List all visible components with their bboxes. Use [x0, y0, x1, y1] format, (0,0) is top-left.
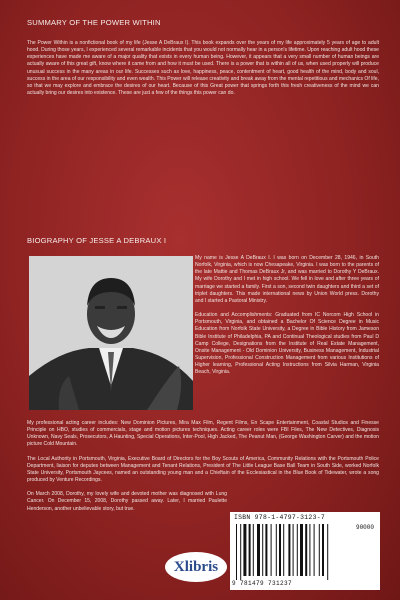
bio-paragraph: The Local Authority in Portsmouth, Virginia, Executive Board of Directors for the Boy Scouts of America, Community Relations with the Portsmouth Police Department, liaison for deputes between Management and Tenant Relations, President of The Little League Base Ball Team in South Side, worked Norfolk State University, Portsmouth Jaycees, named an outstanding young man and a Chieftain of the Ecclesiastical in the Blue Book of Tidewater, wrote a song produced by Venture Recordings. — [27, 455, 379, 484]
isbn-label: ISBN 978-1-4797-3123-7 — [234, 514, 325, 521]
price-code: 90000 — [355, 524, 374, 531]
summary-heading: SUMMARY OF THE POWER WITHIN — [27, 18, 161, 27]
summary-text: The Power Within is a nonfictional book of my life (Jesse A DeBraux I). This book expands over the years of my life approximately 5 years of age to adult hood. During those years, I experienced several remarkable incidents that you would not normally hear in a person's lifetime. Upon reaching adult hood these experiences have made me aware of a major quality that exists in every human being. However, it appears that a very small number of human beings are actually aware of this great gift, know where it came from and how it must be used. There is a power that is within all of us, when used properly will produce unusual success in the many areas in our life. Successes such as love, happiness, peace, contentment of heart, good health of the mind, body and soul, success in the area of our responsibility and even wealth. This Power will release creativity and break away from the mental repetitious and mechanics Of life, so that we may explore and embrace the desires of our heart. Because of this Great power that springs forth this fresh creativeness of the mind we can actually bring our desires into existence. These are just a few of the things this power can do. — [27, 40, 379, 97]
biography-lower — [27, 420, 379, 520]
bio-paragraph: On March 2008, Dorothy, my lovely wife and devoted mother was diagnosed with Lung Cancer. On December 15, 2008, Dorothy passed away. Later, I married Paulette Henderson, another unbelievable story, but true. — [27, 491, 227, 512]
barcode-bars — [236, 524, 340, 580]
publisher-logo — [165, 552, 227, 582]
bio-paragraph: My name is Jesse A DeBraux I. I was born on December 28, 1946, in South Norfolk, Virginia, which is now Chesapeake, Virginia. I was born to the parents of the late Mattie and Thomas DeBraux Jr, and was married to Dorothy Y DeBraux. My wife Dorothy and I met in high school. We fell in love and after three years of marriage we started a family. First a son, second twin daughters and third a set of triplet daughters. This made international news by Union World press. Dorothy and I started a Pastoral Ministry. — [195, 255, 379, 304]
publisher-logo-text: Xlibris — [173, 558, 219, 575]
isbn-digits: 9 781479 731237 — [232, 580, 293, 587]
bio-paragraph: My professional acting career includes: New Dominion Pictures, Mira Max Film, Regent Films, En Scape Entertainment, Coastal Studios and Finesse Principle on HBO, studies of commercials, stage and motion pictures techniques. Acting career roles were FBI Files, The New Detectives, Diagnosis Unknown, Navy Seals, Prosecutors, A Haunting, Special Operations, Inter-Pool, High Jacked, The Peanut Man, (George Washington Carver) and the motion picture Cold Mountain. — [27, 420, 379, 448]
biography-heading: BIOGRAPHY OF JESSE A DEBRAUX I — [27, 236, 167, 245]
bio-paragraph: Education and Accomplishments: Graduated from IC Norcom High School in Portsmouth, Virginia, and obtained a Bachelor Of Science Degree in Music Education from Norfolk State University, a Degree in Bible History from Jameson Bible Institute of Philadelphia, PA and Continual Theological studies from Paul D Camp College, Designations from the Institute of Real Estate Management, Onsite Management - Old Dominion University, Business Management, Industrial Supervision, Professional Construction Management from various Institutions of Higher learning, Professional Acting Instructions from Silvia Harman, Virginia Beach, Virginia. — [195, 312, 379, 376]
biography-intro — [27, 255, 379, 405]
barcode — [230, 512, 380, 590]
